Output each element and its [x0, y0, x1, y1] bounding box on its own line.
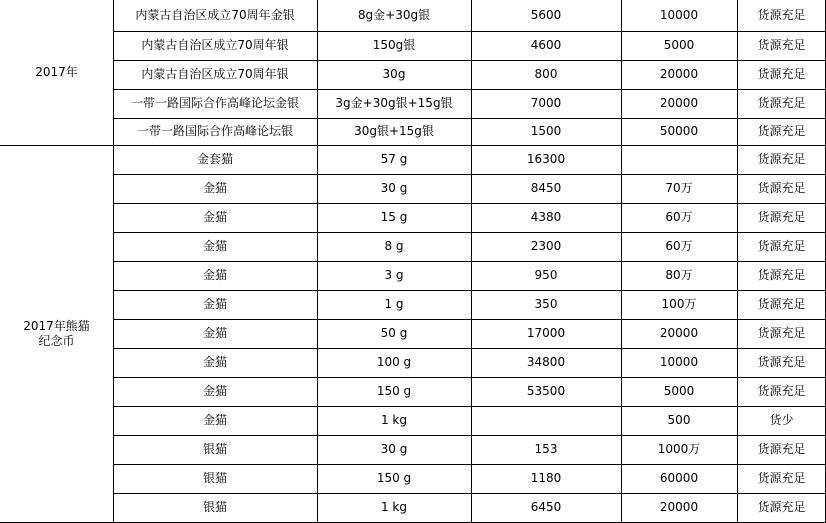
- table-cell-name: 银猫: [202, 471, 227, 485]
- table-cell-spec: 150 g: [376, 471, 412, 485]
- row-divider: [113, 493, 826, 494]
- table-cell-status: 货源充足: [757, 210, 806, 224]
- table-cell-name: 金猫: [202, 413, 227, 427]
- table-cell-status: 货源充足: [757, 500, 806, 514]
- column-divider: [113, 0, 114, 523]
- table-cell-quantity: 100万: [661, 297, 697, 311]
- table-cell-status: 货源充足: [757, 326, 806, 340]
- table-cell-spec: 50 g: [380, 326, 408, 340]
- column-divider: [737, 0, 738, 523]
- table-cell-name: 金猫: [202, 268, 227, 282]
- table-cell-spec: 8 g: [384, 239, 404, 253]
- table-cell-price: 2300: [530, 239, 562, 253]
- row-divider: [113, 319, 826, 320]
- table-cell-price: 8450: [530, 181, 562, 195]
- row-divider: [113, 232, 826, 233]
- table-cell-price: 7000: [530, 96, 562, 110]
- table-cell-spec: 30 g: [380, 181, 408, 195]
- table-cell-status: 货源充足: [757, 124, 806, 138]
- table-cell-name: 金猫: [202, 239, 227, 253]
- table-cell-spec: 3 g: [384, 268, 404, 282]
- table-cell-name: 银猫: [202, 442, 227, 456]
- table-cell-status: 货源充足: [757, 384, 806, 398]
- table-cell-spec: 1 kg: [380, 500, 407, 514]
- table-cell-spec: 30 g: [380, 442, 408, 456]
- table-cell-name: 金猫: [202, 384, 227, 398]
- table-cell-price: 34800: [526, 355, 566, 369]
- row-divider: [113, 118, 826, 119]
- table-cell-name: 一带一路国际合作高峰论坛银: [136, 124, 293, 138]
- table-cell-price: 153: [534, 442, 558, 456]
- column-divider: [471, 0, 472, 523]
- table-cell-spec: 100 g: [376, 355, 412, 369]
- table-cell-spec: 150g银: [372, 38, 416, 52]
- table-cell-status: 货源充足: [757, 355, 806, 369]
- table-cell-price: 16300: [526, 152, 566, 166]
- table-cell-quantity: 20000: [659, 500, 699, 514]
- table-cell-status: 货源充足: [757, 442, 806, 456]
- table-cell-quantity: 60000: [659, 471, 699, 485]
- table-cell-price: [471, 406, 621, 435]
- table-cell-price: 950: [534, 268, 558, 282]
- row-divider: [113, 348, 826, 349]
- table-cell-spec: 57 g: [380, 152, 408, 166]
- row-divider: [0, 145, 826, 146]
- row-divider: [113, 406, 826, 407]
- table-cell-quantity: 5000: [663, 384, 695, 398]
- row-divider: [113, 31, 826, 32]
- table-cell-quantity: 10000: [659, 355, 699, 369]
- table-cell-name: 内蒙古自治区成立70周年金银: [135, 8, 295, 22]
- table-cell-spec: 1 kg: [380, 413, 407, 427]
- row-divider: [113, 89, 826, 90]
- table-cell-quantity: 5000: [663, 38, 695, 52]
- table-cell-status: 货源充足: [757, 297, 806, 311]
- group-label-line: 2017年熊猫: [23, 318, 90, 333]
- table-cell-quantity: 1000万: [657, 442, 701, 456]
- table-cell-quantity: 20000: [659, 67, 699, 81]
- group-label-line: 纪念币: [38, 333, 75, 348]
- table-cell-quantity: 500: [667, 413, 691, 427]
- table-cell-price: 1180: [530, 471, 562, 485]
- row-divider: [113, 203, 826, 204]
- table-cell-spec: 1 g: [384, 297, 404, 311]
- table-cell-name: 银猫: [202, 500, 227, 514]
- table-cell-spec: 30g银+15g银: [354, 124, 434, 138]
- group-label: [0, 0, 113, 145]
- group-label: [0, 145, 113, 522]
- table-cell-price: 5600: [530, 8, 562, 22]
- row-divider: [113, 174, 826, 175]
- table-cell-price: 4380: [530, 210, 562, 224]
- table-cell-status: 货源充足: [757, 8, 806, 22]
- table-cell-quantity: 20000: [659, 96, 699, 110]
- table-cell-status: 货源充足: [757, 239, 806, 253]
- table-cell-status: 货源充足: [757, 152, 806, 166]
- table-cell-price: 53500: [526, 384, 566, 398]
- table-cell-status: 货源充足: [757, 181, 806, 195]
- table-cell-status: 货源充足: [757, 96, 806, 110]
- table-cell-status: 货源充足: [757, 471, 806, 485]
- table-cell-price: 350: [534, 297, 558, 311]
- table-cell-name: 金猫: [202, 181, 227, 195]
- table-cell-status: 货源充足: [757, 67, 806, 81]
- row-divider: [113, 290, 826, 291]
- table-cell-name: 金套猫: [196, 152, 233, 166]
- table-cell-spec: 150 g: [376, 384, 412, 398]
- row-divider: [113, 435, 826, 436]
- table-cell-name: 金猫: [202, 355, 227, 369]
- table-cell-spec: 30g: [382, 67, 406, 81]
- table-cell-quantity: [621, 145, 737, 174]
- table-cell-spec: 15 g: [380, 210, 408, 224]
- table-cell-quantity: 50000: [659, 124, 699, 138]
- table-cell-price: 800: [534, 67, 558, 81]
- column-divider: [317, 0, 318, 523]
- table-cell-spec: 8g金+30g银: [357, 8, 431, 22]
- row-divider: [113, 377, 826, 378]
- table-cell-quantity: 70万: [665, 181, 693, 195]
- table-cell-spec: 3g金+30g银+15g银: [335, 96, 453, 110]
- table-cell-quantity: 80万: [665, 268, 693, 282]
- table-cell-price: 1500: [530, 124, 562, 138]
- column-divider: [621, 0, 622, 523]
- table-cell-name: 一带一路国际合作高峰论坛金银: [130, 96, 299, 110]
- table-cell-name: 金猫: [202, 297, 227, 311]
- table-cell-quantity: 10000: [659, 8, 699, 22]
- table-cell-status: 货源充足: [757, 38, 806, 52]
- table-cell-status: 货少: [769, 413, 794, 427]
- table-cell-quantity: 60万: [665, 210, 693, 224]
- table-cell-quantity: 60万: [665, 239, 693, 253]
- table-cell-price: 17000: [526, 326, 566, 340]
- table-cell-price: 6450: [530, 500, 562, 514]
- table-cell-name: 金猫: [202, 326, 227, 340]
- table-cell-status: 货源充足: [757, 268, 806, 282]
- table-cell-name: 金猫: [202, 210, 227, 224]
- row-divider: [113, 60, 826, 61]
- row-divider: [113, 261, 826, 262]
- row-divider: [113, 464, 826, 465]
- table-cell-price: 4600: [530, 38, 562, 52]
- table-cell-quantity: 20000: [659, 326, 699, 340]
- table-cell-name: 内蒙古自治区成立70周年银: [141, 67, 289, 81]
- group-label-line: 2017年: [35, 65, 78, 79]
- table-cell-name: 内蒙古自治区成立70周年银: [141, 38, 289, 52]
